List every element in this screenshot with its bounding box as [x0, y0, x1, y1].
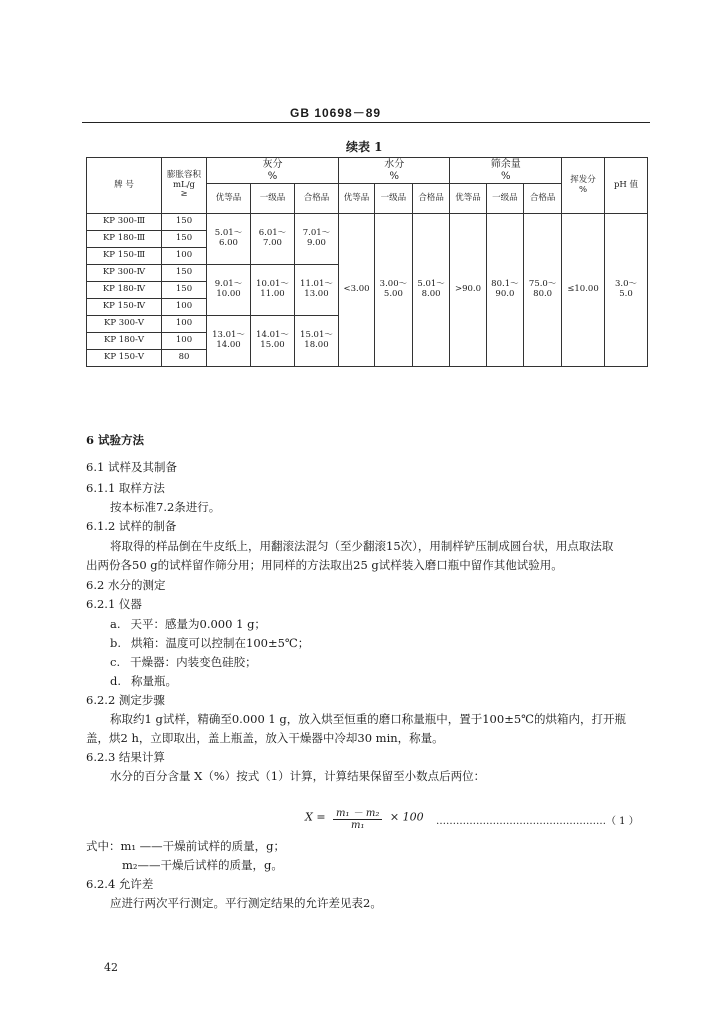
section-6-2-3-heading: 6.2.3 结果计算 — [86, 750, 165, 764]
section-6-2-2-heading: 6.2.2 测定步骤 — [86, 693, 165, 707]
water-cell: <3.00 — [338, 214, 374, 367]
swell-cell: 100 — [162, 333, 207, 350]
brand-cell: KP 180-Ⅳ — [87, 282, 162, 299]
sieve-cell: 75.0～ 80.0 — [524, 214, 562, 367]
volatile-header: 挥发分 % — [562, 158, 605, 214]
section-6-2-2-text-1: 称取约1 g试样，精确至0.000 1 g，放入烘至恒重的磨口称量瓶中，置于100±5℃的烘箱内，打开瓶 — [110, 712, 627, 726]
ash-cell: 13.01～ 14.00 — [207, 316, 251, 367]
formula-rhs: × 100 — [389, 810, 424, 824]
where-line-1: 式中：m₁ ——干燥前试样的质量，g； — [86, 839, 286, 853]
ph-cell: 3.0～ 5.0 — [605, 214, 648, 367]
section-6-2-4-heading: 6.2.4 允许差 — [86, 877, 154, 891]
section-6-1-1-text: 按本标准7.2条进行。 — [110, 500, 221, 514]
sieve-cell: >90.0 — [450, 214, 486, 367]
ash-cell: 14.01～ 15.00 — [250, 316, 294, 367]
section-6-2-2-text-2: 盖，烘2 h，立即取出，盖上瓶盖，放入干燥器中冷却30 min，称量。 — [86, 731, 444, 745]
swell-cell: 100 — [162, 316, 207, 333]
sieve-cell: 80.1～ 90.0 — [486, 214, 524, 367]
sieve-grade-3: 合格品 — [524, 184, 562, 214]
where-line-2: m₂——干燥后试样的质量，g。 — [122, 858, 283, 872]
formula-lhs: X = — [305, 810, 326, 824]
section-6-1-1-heading: 6.1.1 取样方法 — [86, 481, 165, 495]
section-6-1-heading: 6.1 试样及其制备 — [86, 460, 177, 474]
swell-cell: 150 — [162, 231, 207, 248]
standard-header: GB 10698－89 — [290, 106, 382, 120]
brand-cell: KP 300-Ⅲ — [87, 214, 162, 231]
volatile-cell: ≤10.00 — [562, 214, 605, 367]
section-6-1-2-text-2: 出两份各50 g的试样留作筛分用；用同样的方法取出25 g试样装入磨口瓶中留作其他试验用。 — [86, 558, 563, 572]
section-6-2-3-text: 水分的百分含量 X（%）按式（1）计算，计算结果保留至小数点后两位： — [110, 769, 486, 783]
swell-cell: 100 — [162, 248, 207, 265]
swell-cell: 150 — [162, 214, 207, 231]
ash-grade-1: 优等品 — [207, 184, 251, 214]
ash-cell: 9.01～ 10.00 — [207, 265, 251, 316]
ash-header: 灰分 % — [207, 158, 339, 184]
table-caption: 续表 1 — [346, 140, 383, 154]
section-6-heading: 6 试验方法 — [86, 433, 145, 447]
ash-cell: 6.01～ 7.00 — [250, 214, 294, 265]
item-text: 称量瓶。 — [131, 674, 178, 688]
item-text: 干燥器：内装变色硅胶； — [130, 655, 257, 669]
water-grade-2: 一级品 — [375, 184, 413, 214]
brand-cell: KP 150-Ⅳ — [87, 299, 162, 316]
ash-cell: 10.01～ 11.00 — [250, 265, 294, 316]
formula-numerator: m₁ － m₂ — [333, 804, 382, 820]
formula-fraction — [333, 804, 382, 831]
formula-number: ……………………………………………（ 1 ） — [436, 816, 639, 827]
ash-cell: 15.01～ 18.00 — [294, 316, 338, 367]
water-grade-1: 优等品 — [338, 184, 374, 214]
ash-grade-2: 一级品 — [250, 184, 294, 214]
water-header: 水分 % — [338, 158, 450, 184]
item-mark: a. — [110, 617, 121, 631]
section-6-1-2-text-1: 将取得的样品倒在牛皮纸上，用翻滚法混匀（至少翻滚15次），用制样铲压制成圆台状，用点取法取 — [110, 539, 614, 553]
brand-cell: KP 300-Ⅴ — [87, 316, 162, 333]
swell-cell: 80 — [162, 350, 207, 367]
swell-cell: 150 — [162, 282, 207, 299]
ash-cell: 11.01～ 13.00 — [294, 265, 338, 316]
instrument-item — [110, 654, 257, 670]
brand-cell: KP 180-Ⅴ — [87, 333, 162, 350]
section-6-2-heading: 6.2 水分的测定 — [86, 578, 166, 592]
page-number: 42 — [104, 961, 118, 974]
section-6-2-4-text: 应进行两次平行测定。平行测定结果的允许差见表2。 — [110, 896, 382, 910]
water-grade-3: 合格品 — [412, 184, 450, 214]
item-mark: b. — [110, 636, 122, 650]
spec-table — [86, 157, 648, 367]
swell-header: 膨胀容积 mL/g ≥ — [162, 158, 207, 214]
sieve-grade-2: 一级品 — [486, 184, 524, 214]
item-mark: c. — [110, 655, 121, 669]
sieve-header: 筛余量 % — [450, 158, 562, 184]
brand-header: 牌 号 — [87, 158, 162, 214]
item-mark: d. — [110, 674, 122, 688]
water-cell: 3.00～ 5.00 — [375, 214, 413, 367]
section-6-2-1-heading: 6.2.1 仪器 — [86, 597, 142, 611]
brand-cell: KP 150-Ⅴ — [87, 350, 162, 367]
swell-cell: 100 — [162, 299, 207, 316]
instrument-item — [110, 673, 177, 689]
formula-denominator: m₁ — [350, 820, 365, 831]
water-formula — [305, 804, 424, 831]
ph-header: pH 值 — [605, 158, 648, 214]
brand-cell: KP 150-Ⅲ — [87, 248, 162, 265]
ash-cell: 5.01～ 6.00 — [207, 214, 251, 265]
instrument-item — [110, 635, 309, 651]
sieve-grade-1: 优等品 — [450, 184, 486, 214]
swell-cell: 150 — [162, 265, 207, 282]
brand-cell: KP 300-Ⅳ — [87, 265, 162, 282]
section-6-1-2-heading: 6.1.2 试样的制备 — [86, 519, 177, 533]
water-cell: 5.01～ 8.00 — [412, 214, 450, 367]
item-text: 天平：感量为0.000 1 g； — [130, 617, 266, 631]
instrument-item — [110, 616, 266, 632]
ash-grade-3: 合格品 — [294, 184, 338, 214]
ash-cell: 7.01～ 9.00 — [294, 214, 338, 265]
brand-cell: KP 180-Ⅲ — [87, 231, 162, 248]
item-text: 烘箱：温度可以控制在100±5℃； — [131, 636, 310, 650]
header-rule — [82, 122, 650, 123]
